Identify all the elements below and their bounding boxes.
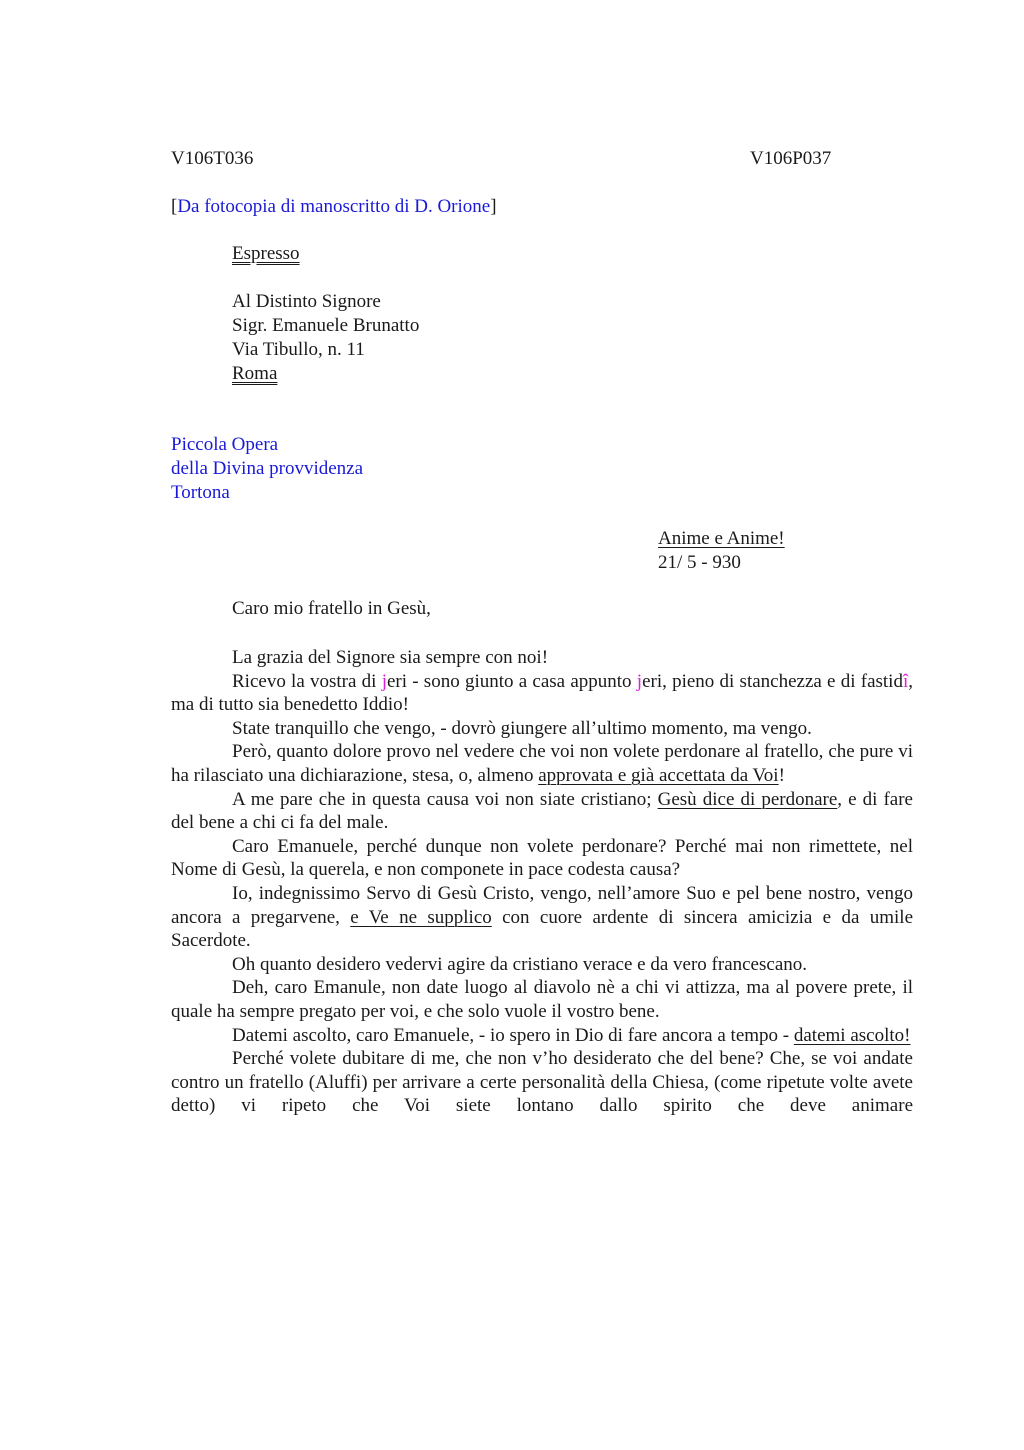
letterhead-line-1: Piccola Opera: [171, 434, 279, 455]
underlined-approvata: approvata e già accettata da Voi: [538, 764, 779, 786]
correction-mark-j-1: j: [381, 670, 387, 692]
underlined-gesu-perdonare: Gesù dice di perdonare: [657, 788, 838, 810]
paragraph-2-text-g: , ma di tutto sia benedetto Iddio!: [171, 670, 913, 716]
address-city: Roma: [232, 363, 278, 384]
motto-block: [658, 527, 785, 575]
reference-code-left: V106T036: [171, 148, 254, 169]
letterhead: [171, 433, 363, 505]
express-label: [232, 243, 300, 265]
paragraph-10-text-a: Datemi ascolto, caro Emanuele, - io spero in Dio di fare ancora a tempo -: [232, 1024, 794, 1046]
letter-date: 21/ 5 - 930: [658, 552, 741, 573]
paragraph-2-text-c: eri - sono giunto a casa appunto: [386, 670, 637, 692]
address-line-3: Via Tibullo, n. 11: [232, 339, 365, 360]
paragraph-2: [171, 670, 913, 717]
motto-title-line: [658, 527, 785, 551]
correction-mark-j-2: j: [636, 670, 643, 692]
paragraph-9: Deh, caro Emanule, non date luogo al diavolo nè a chi vi attizza, ma al povere prete, il quale ha sempre pregato per voi, e che solo vuole il vostro bene.: [171, 977, 913, 1022]
motto-title: Anime e Anime!: [658, 528, 785, 549]
source-note-close-bracket: ]: [490, 196, 497, 217]
address-city-line: [232, 362, 419, 386]
paragraph-3: State tranquillo che vengo, - dovrò giungere all’ultimo momento, ma vengo.: [232, 717, 812, 739]
reference-code-right: V106P037: [750, 148, 832, 169]
paragraph-2-text-e: eri, pieno di stanchezza e di fastid: [642, 670, 903, 692]
paragraph-2-text-a: Ricevo la vostra di: [232, 670, 382, 692]
underlined-supplico: e Ve ne supplico: [350, 906, 492, 928]
address-line-2: Sigr. Emanuele Brunatto: [232, 315, 420, 336]
letterhead-line-2: della Divina provvidenza: [171, 458, 364, 479]
source-note-open-bracket: [: [171, 196, 178, 217]
paragraph-7: [171, 882, 913, 953]
letterhead-line-3: Tortona: [171, 482, 230, 503]
paragraph-7-text-a: Io, indegnissimo Servo di Gesù Cristo, vengo, nell’amore Suo e pel bene nostro, vengo ancora a pregarvene,: [171, 882, 913, 928]
source-note-text: Da fotocopia di manoscritto di D. Orione: [177, 196, 491, 217]
paragraph-11: Perché volete dubitare di me, che non v’ho desiderato che del bene? Che, se voi andate contro un fratello (Aluffi) per arrivare a certe personalità della Chiesa, (come ripetute volte avete detto) vi ripeto che Voi siete lontano dallo spirito che deve animare: [171, 1048, 913, 1117]
salutation: Caro mio fratello in Gesù,: [232, 598, 431, 619]
paragraph-7-text-c: con cuore ardente di sincera amicizia e da umile Sacerdote.: [171, 906, 913, 952]
paragraph-5-text-a: A me pare che in questa causa voi non siate cristiano;: [232, 788, 658, 810]
letter-body: [171, 646, 913, 1118]
source-note: [171, 196, 497, 218]
paragraph-8: Oh quanto desidero vedervi agire da cristiano verace e da vero francescano.: [232, 953, 808, 975]
paragraph-10: [171, 1024, 913, 1048]
underlined-datemi-ascolto: datemi ascolto!: [793, 1024, 911, 1046]
paragraph-4: [171, 740, 913, 787]
paragraph-5-text-c: , e di fare del bene a chi ci fa del male.: [171, 788, 913, 834]
correction-mark-i-circumflex: î: [902, 670, 909, 692]
recipient-address: [232, 290, 419, 386]
express-text: Espresso: [232, 243, 300, 264]
paragraph-1: La grazia del Signore sia sempre con noi!: [232, 647, 549, 668]
address-line-1: Al Distinto Signore: [232, 291, 381, 312]
paragraph-4-text-c: !: [778, 764, 785, 786]
paragraph-6: Caro Emanuele, perché dunque non volete perdonare? Perché mai non rimettete, nel Nome di Gesù, la querela, e non componete in pace codesta causa?: [171, 835, 913, 881]
paragraph-5: [171, 788, 913, 835]
paragraph-4-text-a: Però, quanto dolore provo nel vedere che voi non volete perdonare al fratello, che pure vi ha rilasciato una dichiarazione, stesa, o, almeno: [171, 741, 913, 786]
